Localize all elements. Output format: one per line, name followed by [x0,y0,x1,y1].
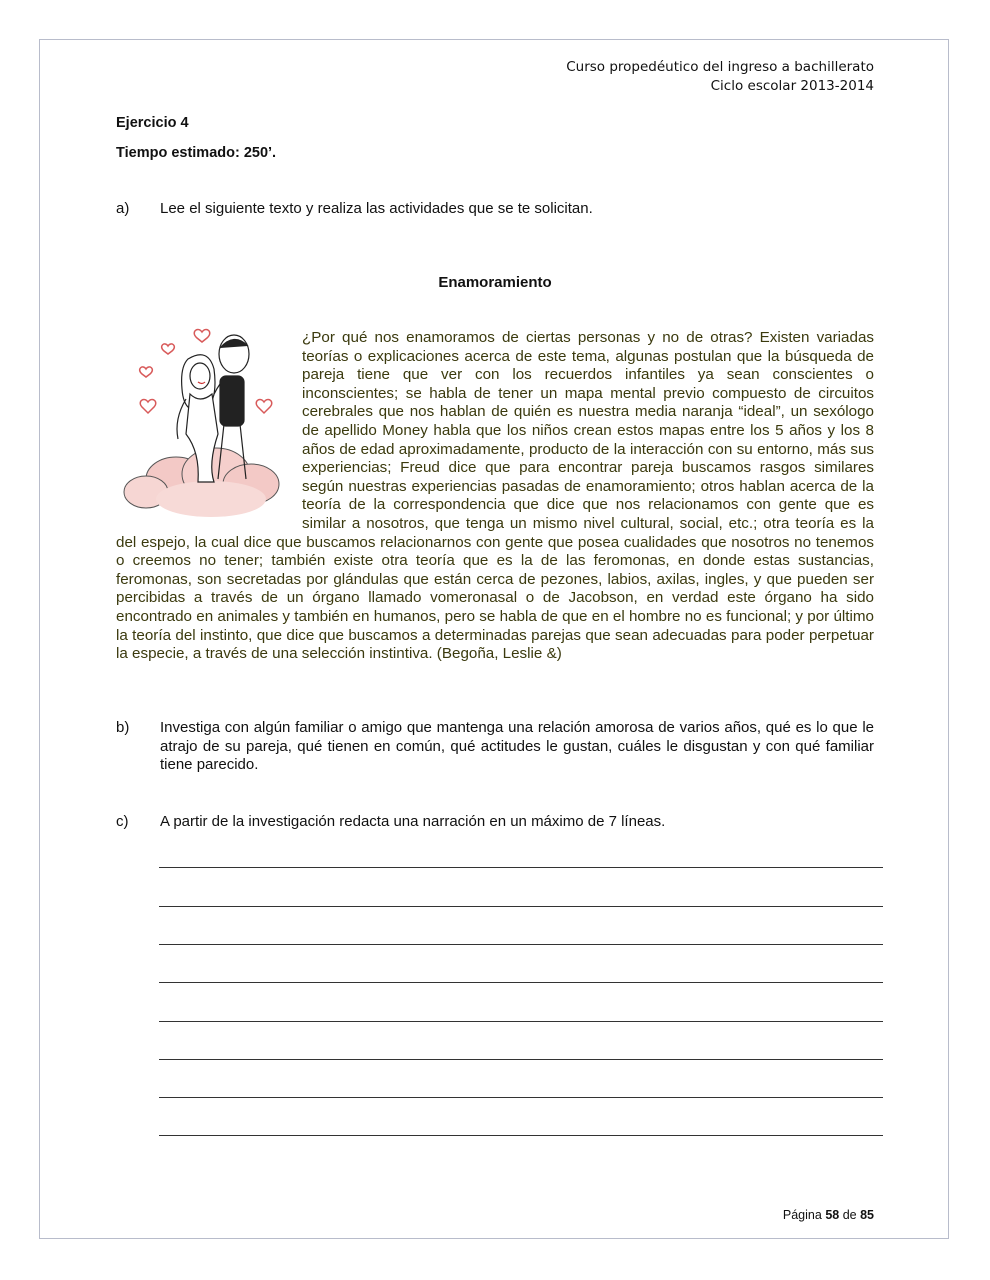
reading-body: ¿Por qué nos enamoramos de ciertas personas y no de otras? Existen variadas teorías o explicaciones acerca de este tema, algunas postulan que la búsqueda de pareja tiene que ver con los recuerdos infantiles ya sean conscientes o inconscientes; se habla de tener un mapa mental previo compuesto de circuitos cerebrales que nos hablan de quién es nuestra media naranja “ideal”, un sexólogo de apellido Money habla que los niños crean estos mapas entre los 5 años y los 8 años de edad aproximadamente, producto de la interacción con su entorno, más sus experiencias; Freud dice que para encontrar pareja buscamos rasgos similares según nuestras experiencias pasadas de enamoramiento; otros hablan acerca de la teoría de la correspondencia que dice que nos relacionamos con gente que es similar a nosotros, que tenga un mismo nivel cultural, social, etc.; otra teoría es la del espejo, la cual dice que buscamos relacionarnos con gente que posea cualidades que nosotros no tenemos o creemos no tener; también existe otra teoría que es la de las feromonas, en donde estas sustancias, feromonas, son secretadas por glándulas que están cerca de pezones, labios, axilas, ingles, y que pueden ser percibidas a través de un órgano llamado vomeronasal o de Jacobson, en verdad este órgano ha sido encontrado en animales y también en humanos, pero se habla de que en el hombre no es funcional; y por último la teoría del instinto, que dice que buscamos a determinadas parejas que sean adecuadas para poder perpetuar la especie, a través de una selección instintiva. (Begoña, Leslie &) [116,329,874,663]
item-a [116,200,874,219]
answer-line[interactable] [159,1097,883,1098]
answer-line[interactable] [159,867,883,868]
item-a-label: a) [116,200,130,217]
answer-line[interactable] [159,1059,883,1060]
couple-illustration [116,324,296,519]
reading-title: Enamoramiento [438,274,552,291]
exercise-title: Ejercicio 4 [116,115,189,131]
answer-line[interactable] [159,982,883,983]
header-cycle-line: Ciclo escolar 2013-2014 [710,78,874,94]
item-c [116,813,874,832]
header-course-line: Curso propedéutico del ingreso a bachillerato [566,59,874,75]
heart-icon [256,400,272,413]
heart-icon [140,400,156,413]
item-b [116,719,874,775]
page-header [566,58,874,96]
footer-page-number: 58 [825,1208,840,1222]
footer-page-total: 85 [860,1208,874,1222]
item-b-label: b) [116,719,130,736]
item-b-text: Investiga con algún familiar o amigo que mantenga una relación amorosa de varios años, qué es lo que le atrajo de su pareja, qué tienen en común, qué actitudes le gustan, cuáles le disgustan y con qué familiar tiene parecido. [160,719,874,773]
exercise-time: Tiempo estimado: 250’. [116,145,277,161]
reading-passage [116,329,874,664]
item-c-label: c) [116,813,129,830]
footer-middle: de [842,1208,857,1222]
answer-line[interactable] [159,944,883,945]
item-a-text: Lee el siguiente texto y realiza las actividades que se te solicitan. [160,200,593,217]
answer-line[interactable] [159,1021,883,1022]
heart-icon [194,330,210,342]
footer-prefix: Página [782,1208,822,1222]
heart-icon [140,367,153,377]
item-c-text: A partir de la investigación redacta una narración en un máximo de 7 líneas. [160,813,666,830]
answer-line[interactable] [159,1135,883,1136]
answer-line[interactable] [159,906,883,907]
page-footer [783,1208,874,1222]
heart-icon [162,344,175,354]
